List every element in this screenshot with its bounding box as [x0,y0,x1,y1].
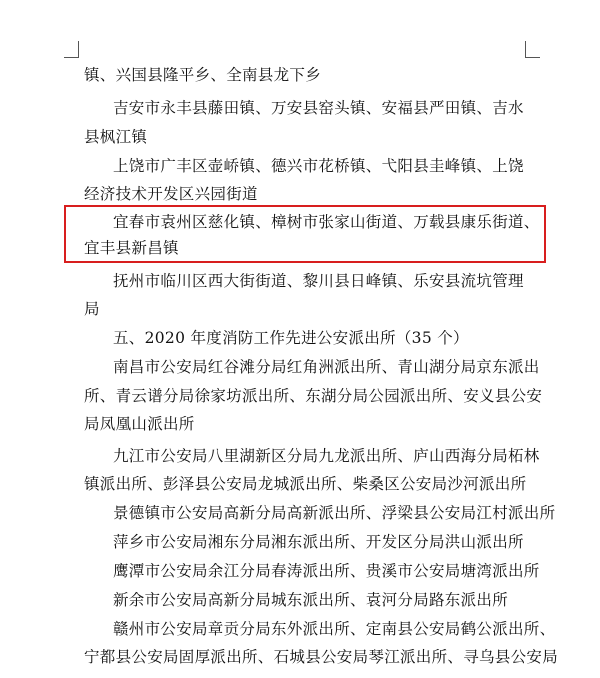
text-line: 九江市公安局八里湖新区分局九龙派出所、庐山西海分局柘林 [113,447,540,465]
text-line: 镇派出所、彭泽县公安局龙城派出所、柴桑区公安局沙河派出所 [84,475,527,493]
text-line: 县枫江镇 [84,128,148,146]
text-line: 镇、兴国县隆平乡、全南县龙下乡 [84,66,322,84]
text-line: 南昌市公安局红谷滩分局红角洲派出所、青山湖分局京东派出 [113,358,540,376]
text-line: 景德镇市公安局高新分局高新派出所、浮梁县公安局江村派出所 [113,504,556,522]
text-line: 上饶市广丰区壶峤镇、德兴市花桥镇、弋阳县圭峰镇、上饶 [113,157,524,175]
text-line: 萍乡市公安局湘东分局湘东派出所、开发区分局洪山派出所 [113,533,524,551]
page-corner-mark-right [525,41,540,58]
text-line: 宜春市袁州区慈化镇、樟树市张家山街道、万载县康乐街道、 [113,213,540,231]
highlight-box [64,205,546,263]
text-line: 鹰潭市公安局余江分局春涛派出所、贵溪市公安局塘湾派出所 [113,562,540,580]
text-line: 经济技术开发区兴园街道 [84,185,258,203]
section-heading: 五、2020 年度消防工作先进公安派出所（35 个） [113,329,469,347]
text-line: 局 [84,300,100,318]
text-line: 局凤凰山派出所 [84,415,195,433]
text-line: 宜丰县新昌镇 [84,239,179,257]
text-line: 新余市公安局高新分局城东派出所、袁河分局路东派出所 [113,591,509,609]
page-corner-mark-left [64,41,79,58]
text-line: 吉安市永丰县藤田镇、万安县窑头镇、安福县严田镇、吉水 [113,99,524,117]
text-line: 宁都县公安局固厚派出所、石城县公安局琴江派出所、寻乌县公安局 [84,648,559,666]
text-line: 所、青云谱分局徐家坊派出所、东湖分局公园派出所、安义县公安 [84,387,543,405]
text-line: 赣州市公安局章贡分局东外派出所、定南县公安局鹤公派出所、 [113,620,556,638]
text-line: 抚州市临川区西大街街道、黎川县日峰镇、乐安县流坑管理 [113,272,524,290]
